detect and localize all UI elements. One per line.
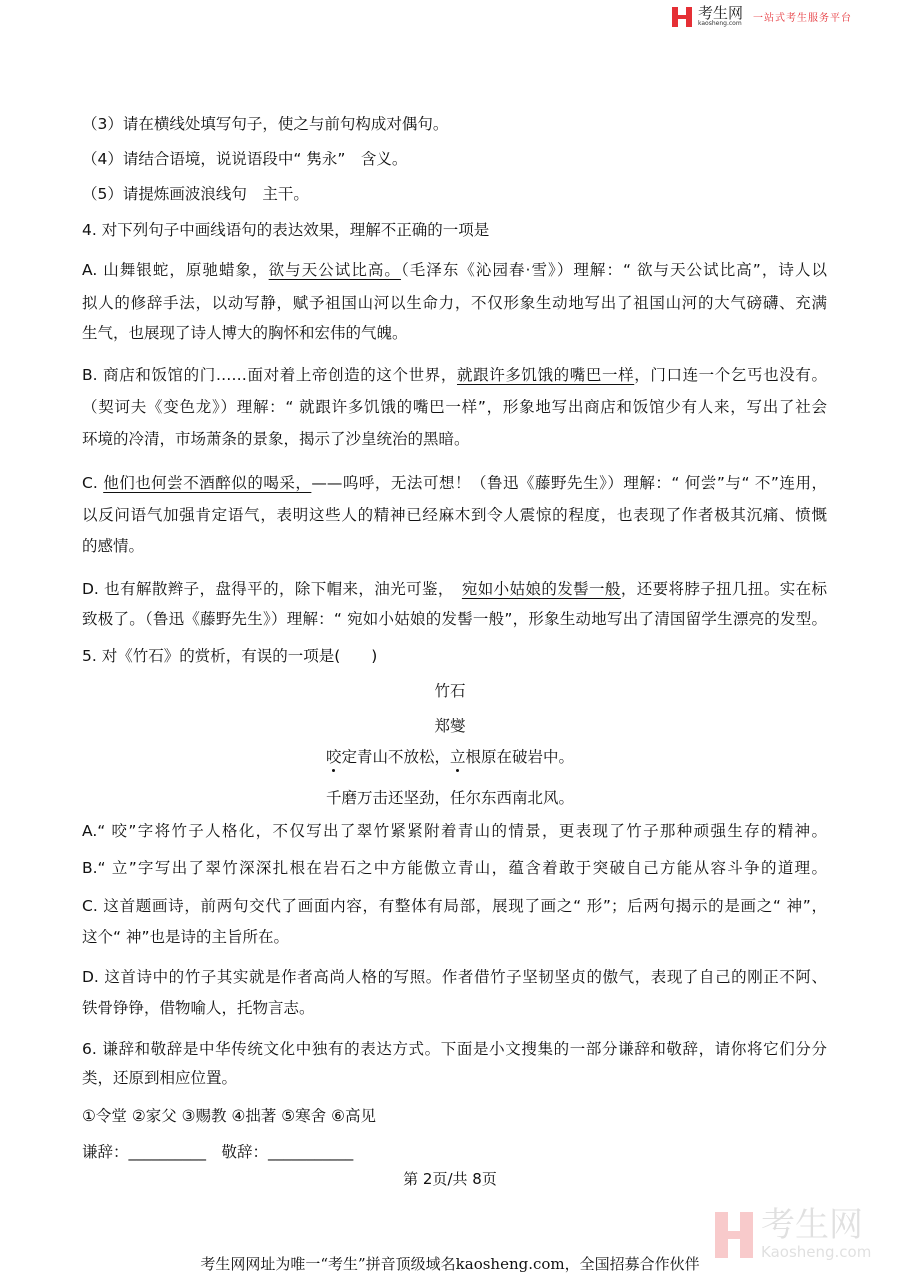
text-segment: D. 这首诗中的竹子其实就是作者高尚人格的写照。作者借竹子坚韧坚贞的傲气，表现了自己的刚正不阿、 (82, 968, 827, 986)
text-segment: 竹石 (434, 682, 466, 700)
text-segment: B.“ 立”字写出了翠竹深深扎根在岩石之中方能傲立青山，蕴含着敢于突破自己方能从容斗争的道理。 (82, 859, 827, 877)
text-segment: 6. 谦辞和敬辞是中华传统文化中独有的表达方式。下面是小文搜集的一部分谦辞和敬辞，请你将它们分分 (82, 1040, 827, 1058)
text-line (82, 505, 827, 525)
text-line (82, 1142, 827, 1162)
underlined-phrase: 宛如小姑娘的发髻一般 (461, 580, 621, 598)
text-segment: 千磨万击还坚劲，任尔东西南北风。 (325, 789, 574, 807)
text-line (82, 967, 827, 987)
text-segment: （5）请提炼画波浪线句 主干。 (82, 185, 309, 203)
text-segment: 谦辞：__________ 敬辞：___________ (82, 1143, 354, 1161)
text-segment: ，门口连一个乞丐也没有。 (634, 366, 827, 384)
text-segment: ①令堂 ②家父 ③赐教 ④拙著 ⑤寒舍 ⑥高见 (82, 1107, 377, 1125)
text-segment: 的感情。 (82, 537, 145, 555)
text-line (82, 858, 827, 878)
text-line (82, 220, 827, 240)
text-segment: 铁骨铮铮，借物喻人，托物言志。 (82, 999, 315, 1017)
page-number: 第 2页/共 8页 (403, 1170, 497, 1188)
text-segment: （契诃夫《变色龙》）理解：“ 就跟许多饥饿的嘴巴一样”，形象地写出商店和饭馆少有人来，写出了社会 (82, 398, 827, 416)
text-line (82, 184, 827, 204)
text-segment: 生气，也展现了诗人博大的胸怀和宏伟的气魄。 (82, 324, 408, 342)
text-segment: B. 商店和饭馆的门……面对着上帝创造的这个世界， (82, 366, 457, 384)
logo-brand: 考生网 (698, 4, 744, 22)
emphasized-char: 咬 (325, 748, 342, 766)
text-line (82, 365, 827, 385)
text-line (82, 149, 827, 169)
logo-slogan: 一站式考生服务平台 (753, 13, 853, 24)
text-line (82, 998, 827, 1018)
text-line (82, 1106, 827, 1126)
text-segment: （毛泽东《沁园春·雪》）理解：“ 欲与天公试比高”，诗人以 (400, 261, 827, 279)
text-segment: 根原在破岩中。 (465, 748, 575, 766)
text-segment: （4）请结合语境，说说语段中“ 隽永” 含义。 (82, 150, 408, 168)
text-segment: ，还要将脖子扭几扭。实在标 (620, 580, 827, 598)
text-line (0, 788, 900, 808)
text-segment: （3）请在横线处填写句子，使之与前句构成对偶句。 (82, 115, 449, 133)
text-line (82, 646, 827, 666)
text-line (0, 747, 900, 767)
text-segment: 5. 对《竹石》的赏析，有误的一项是( ) (82, 647, 378, 665)
text-line (82, 293, 827, 313)
logo-domain: kaosheng.com (698, 20, 742, 27)
underlined-phrase: 就跟许多饥饿的嘴巴一样 (456, 366, 635, 384)
text-segment: 致极了。（鲁迅《藤野先生》）理解：“ 宛如小姑娘的发髻一般”，形象生动地写出了清国留学生漂亮的发型。 (82, 610, 827, 628)
text-line (82, 609, 827, 629)
text-segment: ——呜呼，无法可想！（鲁迅《藤野先生》）理解：“ 何尝”与“ 不”连用， (311, 474, 827, 492)
text-line (82, 114, 827, 134)
text-segment: C. (82, 474, 104, 492)
underlined-phrase: 他们也何尝不酒醉似的喝采， (103, 474, 312, 492)
text-segment: A.“ 咬”字将竹子人格化，不仅写出了翠竹紧紧附着青山的情景，更表现了竹子那种顽强生存的精神。 (82, 822, 827, 840)
text-segment: C. 这首题画诗，前两句交代了画面内容，有整体有局部，展现了画之“ 形”；后两句揭示的是画之“ 神”， (82, 897, 827, 915)
watermark-domain: Kaosheng.com (761, 1243, 872, 1261)
text-segment: A. 山舞银蛇，原驰蜡象， (82, 261, 269, 279)
text-line (82, 579, 827, 599)
text-line (82, 473, 827, 493)
text-segment: 这个“ 神”也是诗的主旨所在。 (82, 928, 289, 946)
watermark-brand: 考生网 (761, 1205, 863, 1245)
text-line (0, 681, 900, 701)
text-segment: 拟人的修辞手法，以动写静，赋予祖国山河以生命力，不仅形象生动地写出了祖国山河的大气磅礴、充满 (82, 294, 827, 312)
text-line (82, 323, 827, 343)
text-line (82, 260, 827, 280)
underlined-phrase: 欲与天公试比高。 (268, 261, 401, 279)
text-segment: 环境的冷清，市场萧条的景象，揭示了沙皇统治的黑暗。 (82, 430, 470, 448)
text-line (82, 397, 827, 417)
text-line (82, 536, 827, 556)
emphasized-char: 立 (450, 748, 466, 766)
text-segment: 定青山不放松， (341, 748, 450, 766)
text-line (82, 1068, 827, 1088)
text-line (82, 821, 827, 841)
text-line (82, 927, 827, 947)
text-segment: D. 也有解散辫子，盘得平的，除下帽来，油光可鉴， (82, 580, 462, 598)
text-line (0, 716, 900, 736)
text-segment: 类，还原到相应位置。 (82, 1069, 238, 1087)
text-line (82, 1039, 827, 1059)
text-segment: 4. 对下列句子中画线语句的表达效果，理解不正确的一项是 (82, 221, 490, 239)
text-segment: 以反问语气加强肯定语气，表明这些人的精神已经麻木到令人震惊的程度，也表现了作者极其沉痛、愤慨 (82, 506, 827, 524)
site-logo[interactable] (672, 6, 852, 27)
text-line (82, 896, 827, 916)
logo-mark-icon (672, 7, 692, 27)
text-segment: 郑燮 (434, 717, 466, 735)
text-line (82, 429, 827, 449)
footer-text: 考生网网址为唯一“考生”拼音顶级域名kaosheng.com，全国招募合作伙伴 (200, 1255, 700, 1273)
watermark-mark-icon (715, 1212, 753, 1258)
